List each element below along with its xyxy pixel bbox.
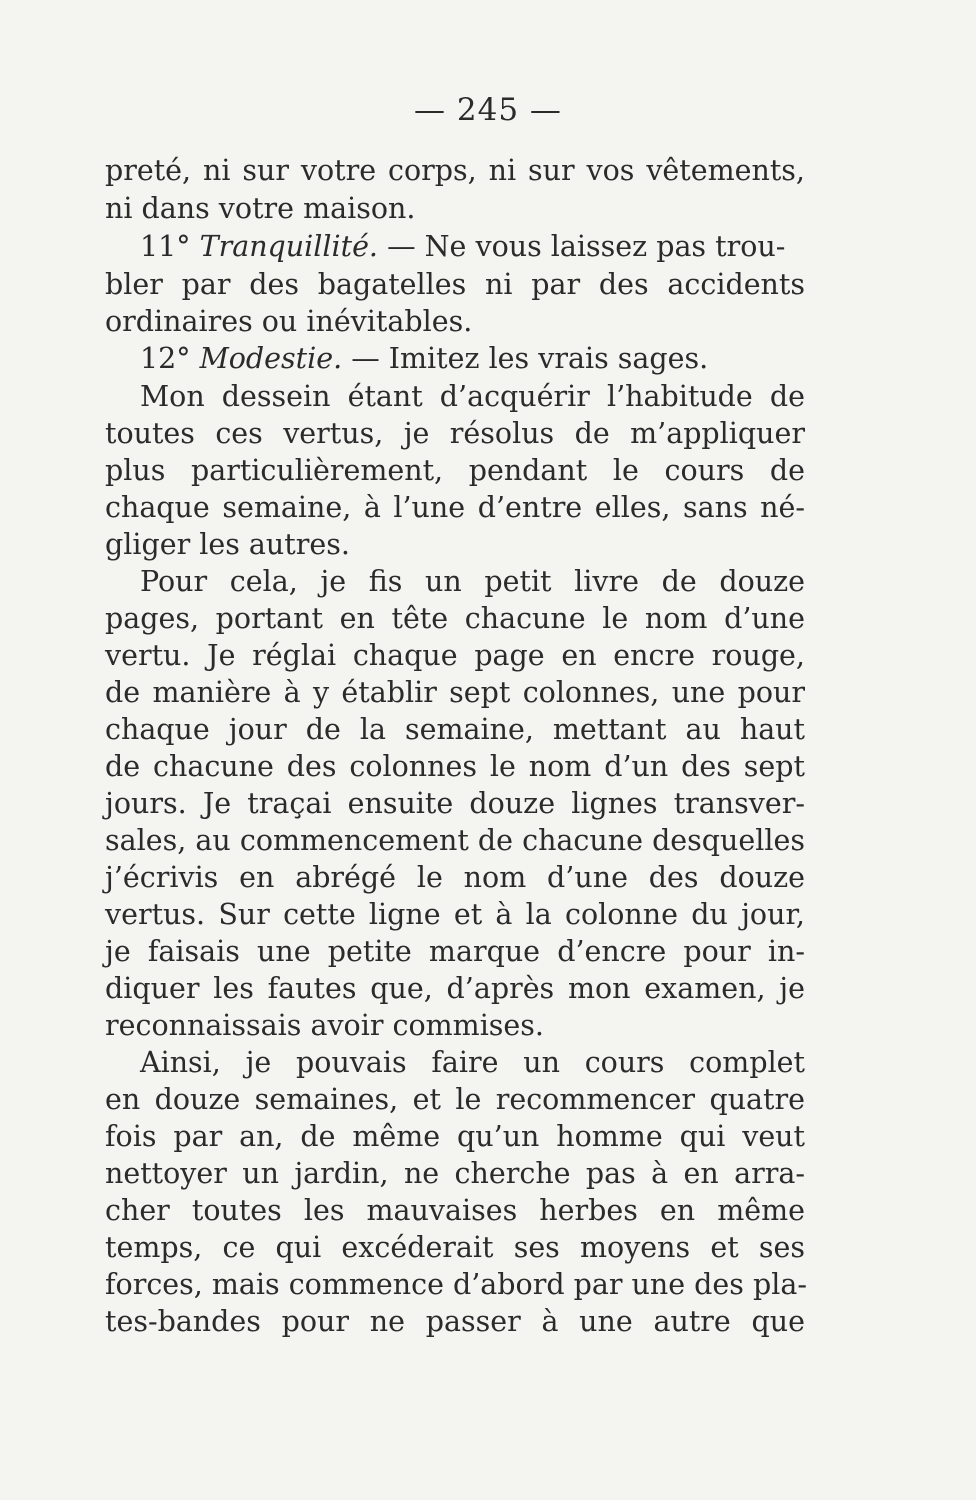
text-line: vertus. Sur cette ligne et à la colonne du jour, bbox=[105, 898, 805, 931]
text-line: — Imitez les vrais sages. bbox=[351, 342, 709, 375]
text-line: sales, au commencement de chacune desquelles bbox=[105, 824, 805, 857]
text-line: tes-bandes pour ne passer à une autre que bbox=[105, 1305, 805, 1338]
text-line: vertu. Je réglai chaque page en encre rouge, bbox=[105, 639, 805, 672]
page-number: — 245 — bbox=[414, 92, 562, 128]
virtue-12-name: Modestie. bbox=[199, 342, 343, 375]
text-line: preté, ni sur votre corps, ni sur vos vêtements, bbox=[105, 154, 805, 187]
text-line: reconnaissais avoir commises. bbox=[105, 1009, 544, 1042]
text-line: chaque jour de la semaine, mettant au haut bbox=[105, 713, 805, 746]
text-line: — Ne vous laissez pas trou- bbox=[387, 230, 786, 263]
text-line: chaque semaine, à l’une d’entre elles, sans né- bbox=[105, 491, 805, 524]
text-line: Mon dessein étant d’acquérir l’habitude de bbox=[140, 380, 805, 413]
text-line: Ainsi, je pouvais faire un cours complet bbox=[140, 1046, 805, 1079]
text-line: je faisais une petite marque d’encre pour in- bbox=[105, 935, 805, 968]
text-line: Pour cela, je fis un petit livre de douze bbox=[140, 565, 805, 598]
text-line: cher toutes les mauvaises herbes en même bbox=[105, 1194, 805, 1227]
text-line: jours. Je traçai ensuite douze lignes transver- bbox=[105, 787, 805, 820]
text-line: j’écrivis en abrégé le nom d’une des douze bbox=[105, 861, 805, 894]
text-line: ordinaires ou inévitables. bbox=[105, 305, 473, 338]
text-line: plus particulièrement, pendant le cours de bbox=[105, 454, 805, 487]
text-line: ni dans votre maison. bbox=[105, 192, 416, 225]
text-line: bler par des bagatelles ni par des accidents bbox=[105, 268, 805, 301]
text-line: de chacune des colonnes le nom d’un des sept bbox=[105, 750, 805, 783]
text-line: gliger les autres. bbox=[105, 528, 350, 561]
text-line: diquer les fautes que, d’après mon examen, je bbox=[105, 972, 805, 1005]
text-line: toutes ces vertus, je résolus de m’appliquer bbox=[105, 417, 805, 450]
virtue-11-name: Tranquillité. bbox=[199, 230, 378, 263]
text-line: fois par an, de même qu’un homme qui veut bbox=[105, 1120, 805, 1153]
virtue-11-heading bbox=[140, 229, 805, 265]
text-line: en douze semaines, et le recommencer quatre bbox=[105, 1083, 805, 1116]
virtue-12-number: 12° bbox=[140, 342, 191, 375]
text-line: temps, ce qui excéderait ses moyens et ses bbox=[105, 1231, 805, 1264]
virtue-12-heading bbox=[140, 341, 805, 377]
text-line: pages, portant en tête chacune le nom d’une bbox=[105, 602, 805, 635]
text-line: de manière à y établir sept colonnes, une pour bbox=[105, 676, 805, 709]
text-line: forces, mais commence d’abord par une des pla- bbox=[105, 1268, 807, 1301]
virtue-11-number: 11° bbox=[140, 230, 191, 263]
text-line: nettoyer un jardin, ne cherche pas à en arra- bbox=[105, 1157, 805, 1190]
